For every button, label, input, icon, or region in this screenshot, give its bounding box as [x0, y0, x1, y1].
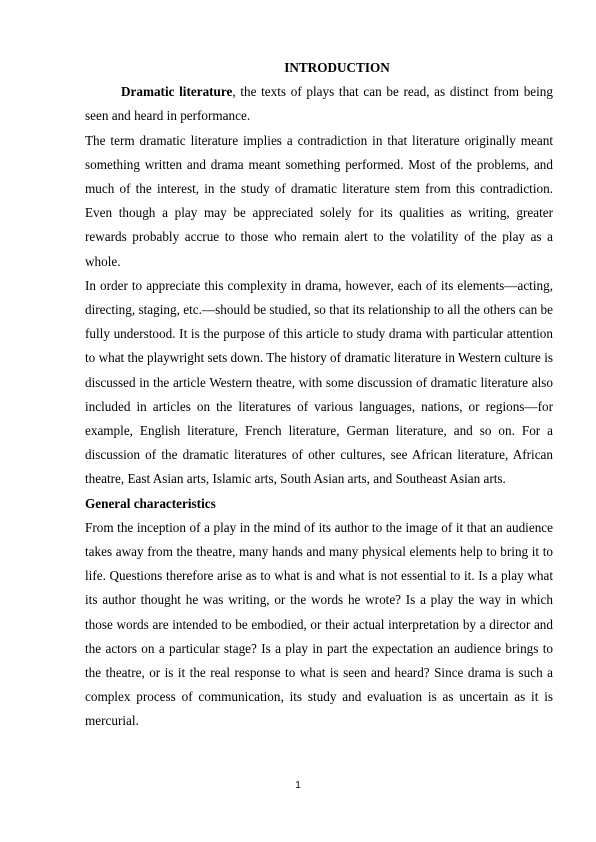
body-paragraph-1: The term dramatic literature implies a contradiction in that literature originally meant something written and drama meant something performed. Most of the problems, and much of the interest, in the study of dramatic literature stem from this contradiction. Even though a play may be appreciated solely for its qualities as writing, greater rewards probably accrue to those who remain alert to the volatility of the play as a whole. — [85, 132, 553, 269]
body-paragraph-2: In order to appreciate this complexity in drama, however, each of its elements—acting, directing, staging, etc.—should be studied, so that its relationship to all the others can be fully understood. It is the purpose of this article to study drama with particular attention to what the playwright sets down. The history of dramatic literature in Western culture is discussed in the article Western theatre, with some discussion of dramatic literature also included in articles on the literatures of various languages, nations, or regions—for example, English literature, French literature, German literature, and so on. For a discussion of the dramatic literatures of other cultures, see African literature, African theatre, East Asian arts, Islamic arts, South Asian arts, and Southeast Asian arts. — [85, 277, 553, 487]
intro-bold-term: Dramatic literature — [121, 84, 233, 100]
page-title: INTRODUCTION — [284, 60, 390, 75]
section-paragraph: From the inception of a play in the mind of its author to the image of it that an audience takes away from the theatre, many hands and many physical elements help to bring it to life. Questions therefore arise as to what is and what is not essential to it. Is a play what its author thought he was writing, or the words he wrote? Is a play the way in which those words are intended to be embodied, or their actual interpretation by a director and the actors on a particular stage? Is a play in part the expectation an audience brings to the theatre, or is it the real response to what is seen and heard? Since drama is such a complex process of communication, its study and evaluation is as uncertain as it is mercurial. — [85, 519, 553, 729]
page-number: 1 — [295, 780, 301, 791]
intro-rest: , the texts of plays that can be read, as distinct from being seen and heard in performance. — [85, 84, 553, 124]
section-heading: General characteristics — [85, 495, 216, 511]
page-content — [85, 56, 553, 734]
intro-paragraph — [85, 80, 553, 128]
